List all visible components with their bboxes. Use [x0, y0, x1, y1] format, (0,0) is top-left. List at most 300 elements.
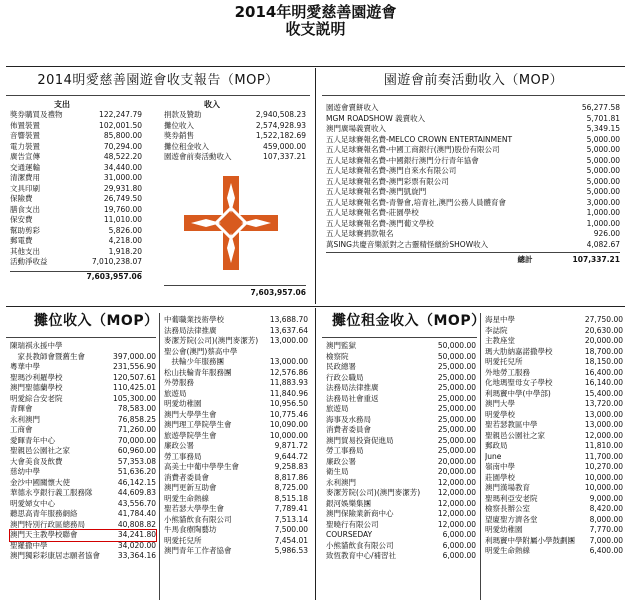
table-row: [164, 326, 308, 337]
item-value: 5,000.00: [586, 134, 620, 144]
income-total-rule: [164, 285, 306, 286]
item-value: 5,826.00: [108, 225, 142, 235]
item-value: 31,000.00: [103, 173, 142, 182]
row-value: 25,000.00: [437, 404, 476, 413]
row-label: 小熊貓飲食有限公司: [326, 540, 394, 550]
list-item: [326, 229, 620, 240]
list-item: [10, 173, 142, 184]
row-label: 中葡職業技術學校: [164, 315, 224, 324]
table-row: [10, 436, 156, 447]
row-label: 化地瑪聖母女子學校: [485, 378, 553, 387]
row-value: 10,775.46: [269, 409, 308, 419]
stall-rent-title-rule: [322, 337, 477, 338]
list-item: [10, 142, 142, 153]
table-row: [10, 341, 156, 352]
table-row: [326, 436, 476, 447]
row-value: 6,000.00: [442, 530, 476, 539]
row-label: 檢察院: [326, 351, 349, 361]
item-value: 1,918.20: [108, 246, 142, 256]
table-row: [164, 504, 308, 515]
table-row: [10, 352, 156, 363]
item-label: 捐款及贊助: [164, 110, 202, 119]
row-value: 16,400.00: [584, 367, 623, 377]
row-label: 華德永亨銀行義工服務隊: [10, 488, 93, 497]
title-line1: 2014年明愛慈善園遊會: [234, 3, 397, 21]
row-label: 嶺南中學: [485, 462, 515, 471]
row-value: 12,000.00: [437, 509, 476, 518]
table-row: [326, 467, 476, 478]
row-label: 外地勞工服務: [485, 367, 530, 377]
item-label: 萬SING共慶音樂派對之古靈精怪繽紛SHOW收入: [326, 239, 489, 249]
middle-rule: [6, 306, 625, 307]
table-row: [485, 315, 623, 326]
list-item: [164, 152, 306, 163]
total-label: 總計: [517, 255, 533, 264]
income-total-row: [164, 288, 306, 299]
list-item: [326, 177, 620, 188]
table-row: [164, 315, 308, 326]
row-value: 25,000.00: [437, 372, 476, 382]
table-row: [485, 494, 623, 505]
row-label: 明愛生命熱線: [164, 493, 209, 503]
table-row: [164, 473, 308, 484]
table-row: [326, 415, 476, 426]
row-value: 13,000.00: [269, 336, 308, 345]
row-label: 澳門聖德蘭學校: [10, 383, 63, 392]
row-value: 46,142.15: [117, 477, 156, 487]
row-value: 34,020.00: [117, 540, 156, 550]
prelude-title: 園遊會前奏活動收入（MOP）: [383, 73, 564, 88]
list-item: [326, 156, 620, 167]
list-item: [10, 131, 142, 142]
item-value: 5,000.00: [586, 155, 620, 165]
income-total: 7,603,957.06: [250, 288, 306, 297]
item-value: 5,000.00: [586, 145, 620, 154]
row-value: 10,000.00: [269, 430, 308, 440]
row-value: 25,000.00: [437, 383, 476, 392]
table-row: [164, 389, 308, 400]
row-value: 15,400.00: [584, 388, 623, 398]
row-label: 澳門天主教學校聯會: [10, 530, 78, 539]
row-value: 9,644.72: [274, 451, 308, 461]
item-label: 佈置裝置: [10, 120, 40, 130]
table-row: [485, 336, 623, 347]
row-label: 松山扶輪青年服務團: [164, 367, 232, 377]
item-value: 4,218.00: [108, 236, 142, 245]
row-label: 澳門貿易投資促進局: [326, 435, 394, 445]
top-divider: [315, 68, 316, 304]
row-label: 勞工事務局: [164, 451, 202, 461]
list-item: [326, 240, 620, 251]
income-list: [164, 110, 306, 163]
top-rule: [6, 66, 625, 67]
table-row: [164, 515, 308, 526]
table-row: [164, 399, 308, 410]
table-row: [164, 347, 308, 358]
table-row: [326, 478, 476, 489]
item-value: 4,082.67: [586, 239, 620, 249]
list-item: [326, 145, 620, 156]
row-value: 25,000.00: [437, 435, 476, 445]
row-label: 聖瑪利亞安老院: [485, 493, 538, 503]
row-label: 明愛幼稚園: [164, 399, 202, 408]
row-value: 10,956.50: [269, 399, 308, 408]
stall-income-title: 攤位收入（MOP）: [34, 313, 159, 329]
list-item: [164, 121, 306, 132]
row-label: 家長教師會暨舊生會: [10, 351, 85, 361]
row-value: 8,000.00: [589, 514, 623, 524]
table-row: [326, 520, 476, 531]
item-label: 園遊會前奏活動收入: [164, 152, 232, 161]
table-row: [485, 357, 623, 368]
row-label: 民政總署: [326, 362, 356, 371]
row-value: 110,425.01: [113, 383, 156, 392]
row-value: 50,000.00: [437, 351, 476, 361]
item-value: 3,000.00: [586, 197, 620, 207]
item-value: 48,522.20: [103, 152, 142, 161]
document-title: [0, 4, 631, 38]
row-value: 20,630.00: [584, 325, 623, 335]
row-label: 慈幼中學: [10, 467, 40, 476]
total-value: 107,337.21: [572, 255, 620, 264]
item-value: 2,940,508.23: [255, 110, 306, 119]
item-value: 34,440.00: [103, 162, 142, 172]
row-value: 9,871.72: [274, 441, 308, 450]
row-label: 澳門特別行政區總務局: [10, 519, 85, 529]
item-value: 19,760.00: [103, 204, 142, 214]
table-row: [10, 373, 156, 384]
list-item: [164, 110, 306, 121]
item-label: 攤位租金收入: [164, 141, 209, 151]
row-value: 76,858.25: [117, 414, 156, 424]
row-value: 7,500.00: [274, 525, 308, 534]
table-row: [485, 389, 623, 400]
row-label: 澳門監獄: [326, 341, 356, 350]
item-label: 其他支出: [10, 246, 40, 256]
item-value: 459,000.00: [263, 141, 306, 151]
item-label: 獎券購買及禮物: [10, 110, 63, 119]
item-value: 107,337.21: [263, 152, 306, 161]
table-row: [485, 504, 623, 515]
table-row: [485, 378, 623, 389]
row-label: 明愛幼稚園: [485, 525, 523, 534]
item-value: 2,574,928.93: [255, 120, 306, 130]
row-label: 主教座堂: [485, 336, 515, 345]
report-title: 2014明愛慈善園遊會收支報告（MOP）: [37, 73, 279, 88]
row-value: 7,000.00: [589, 535, 623, 545]
row-value: 12,576.86: [269, 367, 308, 377]
table-row: [10, 404, 156, 415]
row-value: 10,000.00: [584, 472, 623, 482]
table-row: [164, 378, 308, 389]
list-item: [326, 124, 620, 135]
row-label: 小熊貓飲食有限公司: [164, 514, 232, 524]
table-row: [164, 494, 308, 505]
row-label: 消費者委員會: [164, 472, 209, 482]
row-value: 12,000.00: [437, 477, 476, 487]
row-value: 12,000.00: [437, 488, 476, 497]
table-row: [326, 551, 476, 562]
table-row: [164, 357, 308, 368]
row-label: 廉政公署: [164, 441, 194, 450]
table-row: [164, 452, 308, 463]
stall-rent-title: 攤位租金收入（MOP）: [332, 313, 486, 329]
item-label: 園遊會賣餅收入: [326, 103, 379, 112]
list-item: [10, 257, 142, 268]
row-value: 51,636.20: [117, 467, 156, 476]
list-item: [10, 194, 142, 205]
item-label: 五人足球賽報名費-澳門葡文學校: [326, 218, 434, 228]
row-value: 57,353.08: [117, 456, 156, 466]
row-value: 78,583.00: [117, 404, 156, 413]
row-label: 聖曉行有限公司: [326, 519, 379, 529]
row-value: 25,000.00: [437, 425, 476, 434]
expense-total: 7,603,957.06: [86, 271, 142, 281]
item-label: 五人足球賽報名費-澳門凱旋門: [326, 187, 427, 196]
item-value: 56,277.58: [581, 103, 620, 112]
stall-income-panel: [6, 313, 310, 600]
row-label: 聖羅撒中學: [10, 540, 48, 550]
row-label: 工商會: [10, 425, 33, 434]
item-label: 五人足球賽報名費-莊園學校: [326, 208, 419, 217]
row-value: 120,507.61: [113, 372, 156, 382]
item-value: 70,294.00: [103, 141, 142, 151]
row-label: 消費者委員會: [326, 425, 371, 434]
table-row: [326, 404, 476, 415]
table-row: [10, 394, 156, 405]
row-label: 法務局法律推廣: [164, 325, 217, 335]
report-panel: [6, 73, 310, 305]
row-value: 16,140.00: [584, 378, 623, 387]
row-label: 法務局法律推廣: [326, 383, 379, 392]
item-label: 活動淨收益: [10, 257, 48, 266]
table-row: [326, 541, 476, 552]
row-value: 11,810.00: [584, 441, 623, 450]
table-row: [164, 368, 308, 379]
list-item: [326, 135, 620, 146]
row-label: 旅遊局: [164, 388, 187, 398]
item-label: 五人足球賽報名費-澳門自來水有限公司: [326, 166, 457, 175]
row-label: 聽思高青年服務網絡: [10, 509, 78, 518]
table-row: [164, 536, 308, 547]
row-label: 牛馬食療陶藝坊: [164, 525, 217, 534]
row-label: 永利澳門: [326, 477, 356, 487]
table-row: [326, 425, 476, 436]
item-label: 清潔費用: [10, 173, 40, 182]
prelude-title-rule: [322, 95, 625, 96]
stall-income-title-rule: [6, 337, 156, 338]
table-row: [485, 515, 623, 526]
stall-rent-panel: [322, 313, 625, 600]
prelude-panel: [322, 73, 625, 305]
item-value: 7,010,238.07: [91, 257, 142, 266]
list-item: [10, 215, 142, 226]
item-value: 5,000.00: [586, 166, 620, 175]
row-value: 12,000.00: [437, 498, 476, 508]
row-label: 聖若瑟教區中學: [485, 420, 538, 429]
item-value: 5,701.81: [586, 113, 620, 123]
table-row: [10, 520, 156, 531]
row-value: 34,241.80: [117, 530, 156, 539]
table-row: [326, 383, 476, 394]
list-item: [326, 219, 620, 230]
row-value: 25,000.00: [437, 414, 476, 424]
item-label: 音響裝置: [10, 131, 40, 140]
list-item: [326, 114, 620, 125]
item-label: 幫助剪彩: [10, 225, 40, 235]
item-label: 郵電費: [10, 236, 33, 245]
table-row: [326, 373, 476, 384]
row-value: 27,750.00: [584, 315, 623, 324]
bottom-divider: [315, 308, 316, 600]
row-value: 44,609.83: [117, 488, 156, 497]
row-label: 青輝會: [10, 404, 33, 413]
item-value: 29,931.80: [103, 183, 142, 193]
item-label: 五人足球賽捐款報名: [326, 229, 394, 238]
row-label: 大會美食及飲費: [10, 456, 63, 466]
item-value: 85,800.00: [103, 131, 142, 140]
table-row: [164, 525, 308, 536]
row-label: 粵華中學: [10, 362, 40, 371]
table-row: [326, 509, 476, 520]
table-row: [326, 488, 476, 499]
row-label: 澳門大學: [485, 399, 515, 408]
table-row: [164, 420, 308, 431]
table-row: [485, 431, 623, 442]
row-label: 金沙中國關懷大使: [10, 477, 70, 487]
expense-list: [10, 110, 142, 282]
table-row: [10, 425, 156, 436]
item-value: 122,247.79: [99, 110, 142, 119]
table-row: [10, 478, 156, 489]
row-label: 莊園學校: [485, 472, 515, 482]
table-row: [10, 362, 156, 373]
row-value: 18,150.00: [584, 357, 623, 366]
table-row: [164, 431, 308, 442]
row-label: 澳門青年工作者協會: [164, 546, 232, 555]
row-value: 10,000.00: [584, 483, 623, 492]
row-label: 澳門保險業新商中心: [326, 509, 394, 518]
item-label: 五人足球賽報名費-澳門彩票有限公司: [326, 176, 449, 186]
item-value: 5,349.15: [586, 124, 620, 133]
list-item: [326, 103, 620, 114]
table-row: [485, 399, 623, 410]
table-row: [326, 352, 476, 363]
item-label: 電力裝置: [10, 141, 40, 151]
row-value: 8,420.00: [589, 504, 623, 513]
row-value: 13,688.70: [269, 315, 308, 324]
table-row: [10, 488, 156, 499]
item-label: 五人足球賽報名費-中國工商銀行(澳門)股份有限公司: [326, 145, 500, 154]
row-label: 扶輪少年服務團: [164, 357, 224, 366]
item-label: 獎券銷售: [164, 131, 194, 140]
row-value: 9,000.00: [589, 493, 623, 503]
stall-rent-left-list: [326, 341, 476, 562]
list-item: [326, 187, 620, 198]
row-value: 7,770.00: [589, 525, 623, 534]
stall-income-left-list: [10, 341, 156, 562]
row-value: 8,515.18: [274, 493, 308, 503]
table-row: [326, 530, 476, 541]
row-label: 海事及水務局: [326, 414, 371, 424]
list-item: [164, 131, 306, 142]
table-row: [326, 457, 476, 468]
row-label: 澳門獨彩彩康居志願者協會: [10, 551, 100, 560]
row-label: 麥潔芳院(公司)(澳門麥潔芳): [326, 488, 421, 497]
table-row: [10, 415, 156, 426]
row-value: 43,556.70: [117, 498, 156, 508]
row-label: 郵政局: [485, 441, 508, 450]
row-value: 6,000.00: [442, 551, 476, 560]
table-row: [485, 420, 623, 431]
row-label: 明愛學校: [485, 409, 515, 419]
row-value: 9,258.83: [274, 462, 308, 471]
item-value: 26,749.50: [103, 194, 142, 203]
row-value: 71,260.00: [117, 425, 156, 434]
row-value: 6,400.00: [589, 546, 623, 555]
row-label: COURSEDAY: [326, 530, 373, 539]
item-label: 膳食支出: [10, 204, 40, 214]
table-row: [164, 336, 308, 347]
row-value: 25,000.00: [437, 362, 476, 371]
row-value: 60,960.00: [117, 446, 156, 455]
item-label: 文具印刷: [10, 183, 40, 193]
row-value: 397,000.00: [113, 351, 156, 361]
table-row: [164, 546, 308, 557]
table-row: [485, 441, 623, 452]
row-label: 行政公職局: [326, 372, 364, 382]
item-value: 102,001.50: [99, 120, 142, 130]
item-value: 11,010.00: [103, 215, 142, 224]
row-label: 檢察長辦公室: [485, 504, 530, 513]
item-value: 1,000.00: [586, 218, 620, 228]
row-label: 愛暉青年中心: [10, 435, 55, 445]
row-value: 25,000.00: [437, 393, 476, 403]
item-value: 5,000.00: [586, 176, 620, 186]
table-row: [10, 509, 156, 520]
stall-income-right-list: [164, 315, 308, 557]
item-label: 保安費: [10, 215, 33, 224]
row-value: 20,000.00: [437, 456, 476, 466]
row-value: 7,789.41: [274, 504, 308, 513]
row-value: 40,808.82: [117, 519, 156, 529]
table-row: [485, 536, 623, 547]
expense-heading: 支出: [54, 100, 70, 109]
list-item: [10, 184, 142, 195]
row-label: 明愛生命熱線: [485, 546, 530, 555]
list-item: [164, 142, 306, 153]
row-label: 法務局社會重返: [326, 393, 379, 403]
row-value: 5,986.53: [274, 546, 308, 555]
row-label: 陳瑞祺永援中學: [10, 341, 63, 350]
row-value: 20,000.00: [584, 336, 623, 345]
table-row: [485, 452, 623, 463]
item-label: 保險費: [10, 194, 33, 203]
table-row: [10, 457, 156, 468]
row-label: June: [485, 451, 502, 461]
list-item: [10, 110, 142, 121]
row-value: 18,700.00: [584, 346, 623, 356]
table-row: [326, 499, 476, 510]
item-label: MGM ROADSHOW 義賣收入: [326, 113, 426, 123]
table-row: [10, 446, 156, 457]
list-item: [10, 226, 142, 237]
table-row: [164, 462, 308, 473]
report-title-rule: [6, 95, 310, 96]
row-label: 李誌院: [485, 325, 508, 335]
table-row: [485, 410, 623, 421]
table-row: [326, 394, 476, 405]
